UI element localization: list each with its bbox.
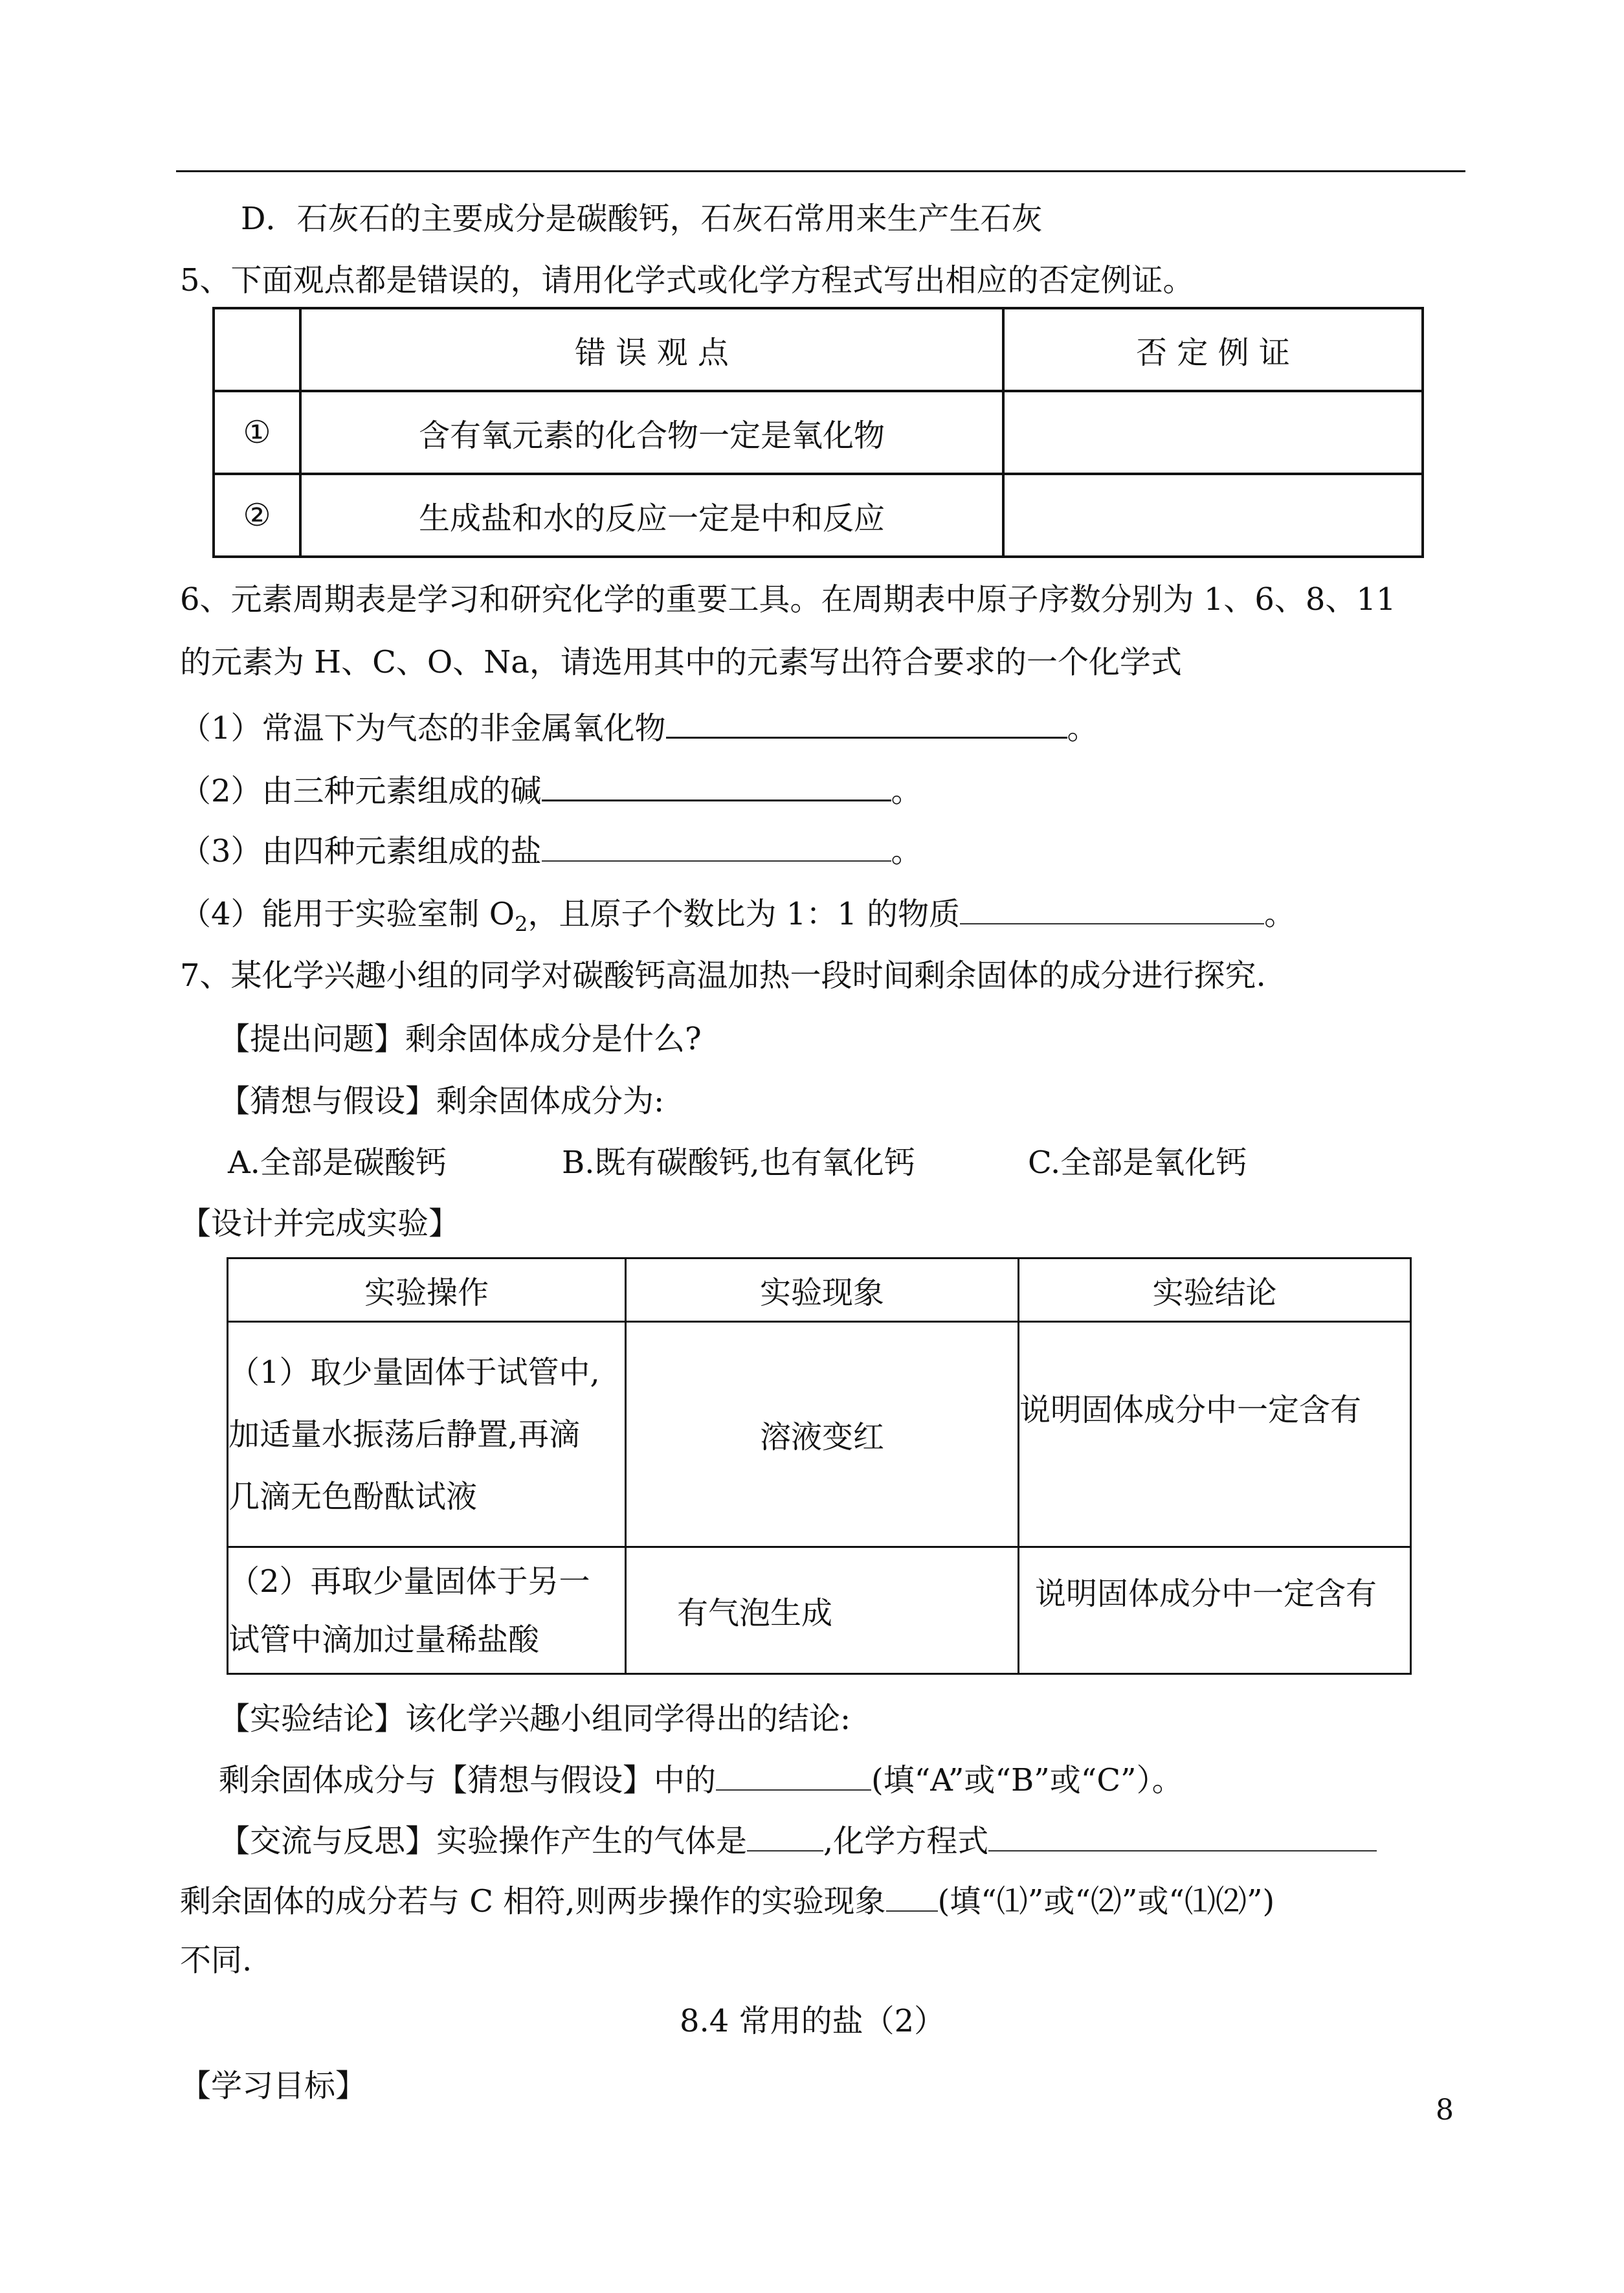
q6-item-4-text-b: ，且原子个数比为 1：1 的物质: [528, 896, 961, 932]
q6-item-1: [180, 706, 1098, 748]
q6-item-2-period: 。: [891, 773, 922, 809]
q6-item-1-period: 。: [1067, 710, 1098, 746]
q5-table-row: [214, 391, 1423, 474]
q6-answer-1-blank[interactable]: [666, 706, 1067, 739]
q7-option-c: C.全部是氧化钙: [1028, 1145, 1247, 1181]
q5-row2-view: 生成盐和水的反应一定是中和反应: [300, 474, 1003, 557]
q6-answer-4-blank[interactable]: [960, 893, 1264, 924]
q6-item-3: [180, 831, 922, 871]
q7-header-operation: 实验操作: [228, 1258, 626, 1322]
q7-table-row: [228, 1322, 1411, 1547]
q4-option-d: D．石灰石的主要成分是碳酸钙，石灰石常用来生产生石灰: [241, 201, 1043, 237]
q7-table-header-row: [228, 1258, 1411, 1322]
q7-exp2-operation: [228, 1547, 626, 1674]
q5-header-num: [214, 308, 300, 391]
q5-header-view: 错 误 观 点: [300, 308, 1003, 391]
q7-conclusion-title: 【实验结论】该化学兴趣小组同学得出的结论:: [219, 1701, 851, 1737]
q6-answer-2-blank[interactable]: [542, 768, 891, 801]
q6-item-4-subscript: 2: [515, 912, 528, 937]
q7-conclusion-line: [219, 1760, 1183, 1800]
q5-row1-example[interactable]: [1003, 391, 1423, 474]
q6-item-3-text: （3）由四种元素组成的盐: [180, 833, 542, 869]
q6-item-2: [180, 768, 922, 811]
q5-title: 5、下面观点都是错误的，请用化学式或化学方程式写出相应的否定例证。: [180, 262, 1194, 298]
q5-table-header-row: [214, 308, 1423, 391]
q7-reflect2-text-b: (填“⑴”或“⑵”或“⑴⑵”): [937, 1883, 1275, 1919]
q6-item-3-period: 。: [891, 833, 922, 869]
q7-exp2-op-line: 试管中滴加过量稀盐酸: [228, 1621, 540, 1658]
q7-design-title: 【设计并完成实验】: [180, 1205, 460, 1242]
q7-reflect-text: 【交流与反思】实验操作产生的气体是: [219, 1823, 748, 1859]
q7-reflect2-text: 剩余固体的成分若与 C 相符,则两步操作的实验现象: [180, 1883, 886, 1919]
q7-conclusion-text: 剩余固体成分与【猜想与假设】中的: [219, 1762, 717, 1798]
q6-line2: 的元素为 H、C、O、Na，请选用其中的元素写出符合要求的一个化学式: [180, 644, 1182, 680]
q5-row2-num: ②: [214, 474, 300, 557]
q7-equation-blank[interactable]: [988, 1820, 1377, 1851]
q6-line1: 6、元素周期表是学习和研究化学的重要工具。在周期表中原子序数分别为 1、6、8、11: [180, 581, 1396, 618]
q7-exp1-op-line: 几滴无色酚酞试液: [228, 1478, 478, 1515]
learning-goals-heading: 【学习目标】: [180, 2068, 367, 2104]
q7-exp2-phenomenon: 有气泡生成: [626, 1547, 1019, 1674]
q7-reflect-text-b: ,化学方程式: [823, 1823, 989, 1859]
q7-reflect2-blank[interactable]: [886, 1881, 938, 1912]
q7-exp1-operation: [228, 1322, 626, 1547]
q7-hypothesis: 【猜想与假设】剩余固体成分为:: [219, 1083, 665, 1119]
q7-reflect-line: [219, 1820, 1377, 1861]
q7-exp2-op-line: （2）再取少量固体于另一: [228, 1563, 590, 1600]
q7-exp1-op-line: （1）取少量固体于试管中,: [228, 1354, 600, 1391]
q6-item-4: [180, 893, 1295, 944]
page-number: 8: [1436, 2094, 1454, 2127]
q7-experiment-table: [227, 1257, 1412, 1675]
q6-item-2-text: （2）由三种元素组成的碱: [180, 773, 542, 809]
q5-row1-view: 含有氧元素的化合物一定是氧化物: [300, 391, 1003, 474]
q7-exp1-phenomenon: 溶液变红: [626, 1322, 1019, 1547]
q5-header-example: 否 定 例 证: [1003, 308, 1423, 391]
q7-reflect2-line: [180, 1881, 1274, 1921]
q7-exp1-op-line: 加适量水振荡后静置,再滴: [228, 1416, 581, 1453]
q7-exp1-conclusion: 说明固体成分中一定含有: [1019, 1322, 1411, 1547]
q5-row2-example[interactable]: [1003, 474, 1423, 557]
q6-item-4-period: 。: [1264, 896, 1296, 932]
q7-option-b: B.既有碳酸钙,也有氧化钙: [562, 1145, 915, 1181]
q7-conclusion-blank[interactable]: [716, 1760, 871, 1791]
header-rule: [176, 170, 1465, 172]
q7-question: 【提出问题】剩余固体成分是什么?: [219, 1021, 702, 1057]
q6-item-1-text: （1）常温下为气态的非金属氧化物: [180, 710, 666, 746]
q7-conclusion-text-b: (填“A”或“B”或“C”）。: [871, 1762, 1183, 1798]
q6-item-4-text: （4）能用于实验室制 O: [180, 896, 515, 932]
q7-title: 7、某化学兴趣小组的同学对碳酸钙高温加热一段时间剩余固体的成分进行探究.: [180, 957, 1266, 994]
q6-answer-3-blank[interactable]: [542, 831, 891, 862]
q5-table-row: [214, 474, 1423, 557]
section-title: 8.4 常用的盐（2）: [680, 2003, 946, 2039]
q5-row1-num: ①: [214, 391, 300, 474]
q7-gas-blank[interactable]: [747, 1820, 823, 1851]
q7-header-conclusion: 实验结论: [1019, 1258, 1411, 1322]
q5-table: [212, 307, 1424, 558]
q7-reflect3: 不同.: [180, 1942, 252, 1978]
q7-option-a: A.全部是碳酸钙: [228, 1145, 447, 1181]
q7-header-phenomenon: 实验现象: [626, 1258, 1019, 1322]
q7-exp2-conclusion: 说明固体成分中一定含有: [1019, 1547, 1411, 1674]
q7-table-row: [228, 1547, 1411, 1674]
